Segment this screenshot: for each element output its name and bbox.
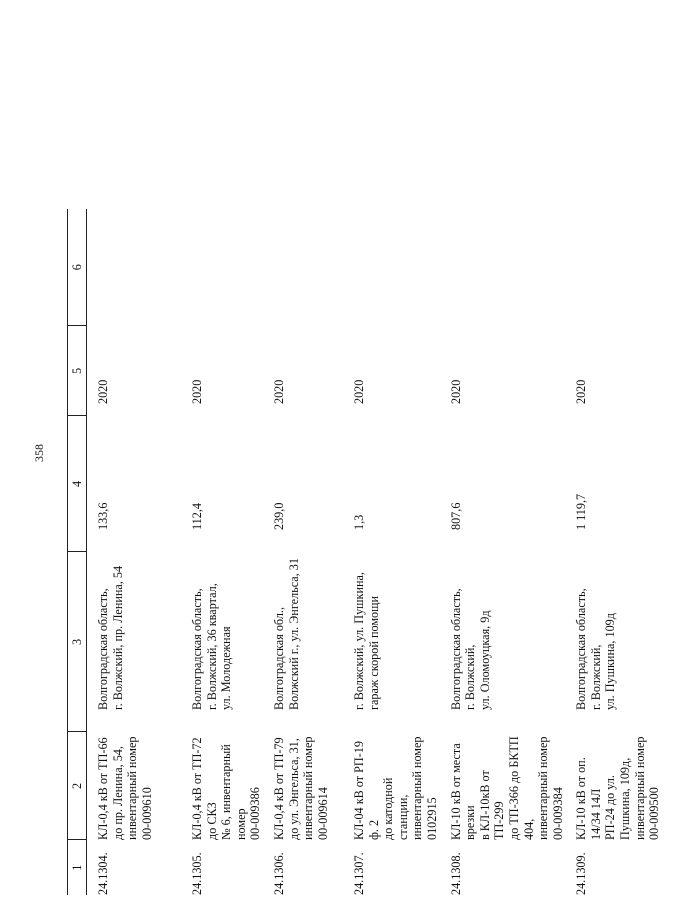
object-address: Волгоградская область, г. Волжский, 36 квартал, ул. Молодежная xyxy=(190,583,234,710)
object-name: КЛ-0,4 кВ от ТП-79 до ул. Энгельса, 31, инвентарный номер 00-009614 xyxy=(271,736,330,840)
object-value: 1 119,7 xyxy=(574,493,589,530)
row-number: 24.1308. xyxy=(448,852,463,895)
table-row xyxy=(343,209,440,895)
object-year: 2020 xyxy=(351,379,366,404)
object-value: 133,6 xyxy=(96,502,110,530)
object-name: КЛ-0,4 кВ от ТП-72 до СКЗ № 6, инвентарный номер 00-009386 xyxy=(190,737,263,840)
header-cell: 6 xyxy=(68,209,87,326)
object-year: 2020 xyxy=(271,379,286,404)
object-extra xyxy=(565,209,684,326)
table-row xyxy=(440,209,566,895)
row-number: 24.1304. xyxy=(96,852,110,895)
object-address: г. Волжский, ул. Пушкина, гараж скорой помощи xyxy=(351,572,381,710)
object-value: 1,3 xyxy=(351,514,366,530)
object-year: 2020 xyxy=(448,379,463,404)
header-cell: 3 xyxy=(68,552,87,732)
row-number: 24.1306. xyxy=(271,852,286,895)
object-value: 112,4 xyxy=(190,503,204,530)
row-number: 24.1307. xyxy=(351,852,366,895)
object-address: Волгоградская область, г. Волжский, ул. Пушкина, 109д xyxy=(574,588,618,710)
table-row xyxy=(181,209,263,895)
object-name: КЛ-10 кВ от места врезки в КЛ-10кВ от ТП-299 до ТП-366 до БКТП 404, инвентарный номер 00-009384 xyxy=(448,736,565,840)
object-name: КЛ-10 кВ от оп. 14/34 14Л РП-24 до ул. Пушкина, 109д, инвентарный номер 00-009500 xyxy=(574,736,662,840)
table-row xyxy=(87,209,182,895)
header-cell: 5 xyxy=(68,326,87,416)
header-cell: 4 xyxy=(68,416,87,552)
property-table xyxy=(67,209,684,895)
object-address: Волгоградская область, г. Волжский, ул. Оломоуцкая, 9д xyxy=(448,588,492,710)
header-cell: 2 xyxy=(68,732,87,840)
row-number: 24.1305. xyxy=(190,852,204,895)
table-row xyxy=(565,209,684,895)
row-number: 24.1309. xyxy=(574,852,589,895)
header-cell: 1 xyxy=(68,840,87,895)
table-row xyxy=(263,209,343,895)
object-name: КЛ-04 кВ от РП-19 ф. 2 до катодной станции, инвентарный номер 0102915 xyxy=(351,736,439,840)
object-value: 239,0 xyxy=(271,502,286,530)
object-year: 2020 xyxy=(574,379,589,404)
object-extra xyxy=(343,209,440,326)
object-year: 2020 xyxy=(96,379,110,404)
object-extra xyxy=(440,209,566,326)
object-address: Волгоградская обл., Волжский г., ул. Энгельса, 31 xyxy=(271,558,301,710)
object-extra xyxy=(181,209,263,326)
page-number: 358 xyxy=(32,444,46,462)
object-year: 2020 xyxy=(190,379,204,404)
object-value: 807,6 xyxy=(448,502,463,530)
object-extra xyxy=(87,209,182,326)
header-row xyxy=(68,209,87,895)
object-name: КЛ-0,4 кВ от ТП-66 до пр. Ленина, 54, инвентарный номер 00-009610 xyxy=(96,736,154,840)
object-extra xyxy=(263,209,343,326)
object-address: Волгоградская область, г. Волжский, пр. Ленина, 54 xyxy=(96,565,125,710)
